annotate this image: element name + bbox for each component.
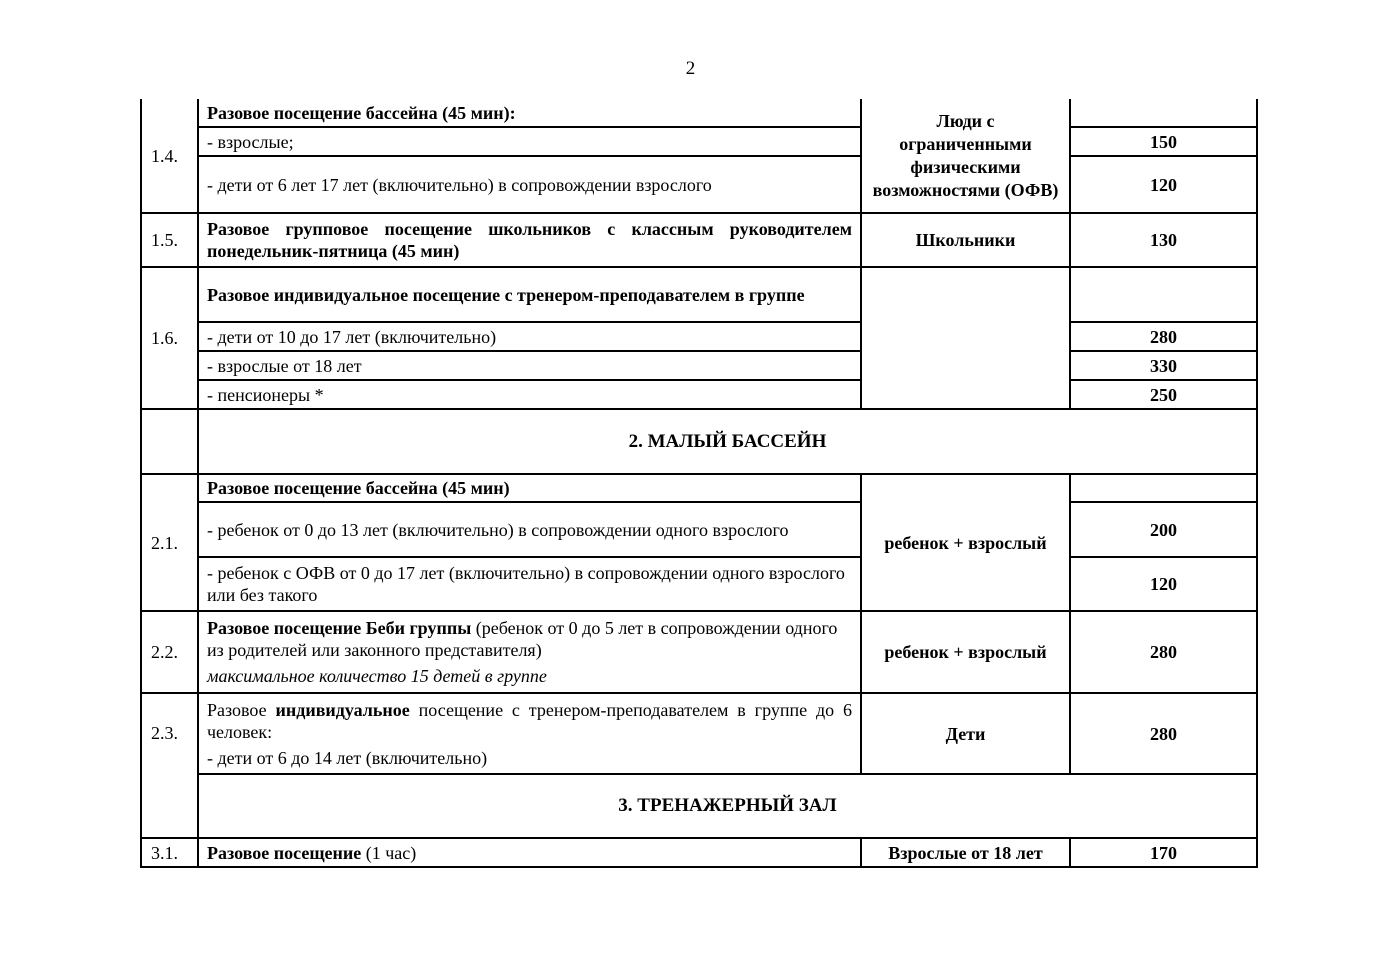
row-category: Школьники [861, 213, 1070, 267]
row-title: Разовое посещение бассейна (45 мин) [198, 474, 861, 502]
section-heading: 2. МАЛЫЙ БАССЕЙН [198, 409, 1257, 474]
row-item: - дети от 10 до 17 лет (включительно) [198, 322, 861, 351]
price-value: 280 [1070, 611, 1257, 693]
row-category: ребенок + взрослый [861, 474, 1070, 611]
row-title [198, 838, 861, 867]
row-title-bold: Разовое посещение [207, 842, 362, 863]
price-value: 200 [1070, 502, 1257, 557]
row-item: - взрослые; [198, 127, 861, 156]
table-row [141, 502, 1257, 557]
row-title-bold: индивидуальное [275, 699, 410, 720]
row-item: - ребенок с ОФВ от 0 до 17 лет (включительно) в сопровождении одного взрослого или без такого [198, 557, 861, 611]
price-value: 280 [1070, 693, 1257, 774]
row-number: 2.2. [141, 611, 198, 693]
row-item: - ребенок от 0 до 13 лет (включительно) в сопровождении одного взрослого [198, 502, 861, 557]
row-number: 1.5. [141, 213, 198, 267]
row-item: - дети от 6 лет 17 лет (включительно) в сопровождении взрослого [198, 156, 861, 213]
table-row [141, 380, 1257, 409]
price-value: 120 [1070, 557, 1257, 611]
table-row [141, 127, 1257, 156]
row-category-empty [861, 267, 1070, 409]
price-cell-empty [1070, 99, 1257, 127]
row-title: Разовое посещение бассейна (45 мин): [198, 99, 861, 127]
table-row [141, 693, 1257, 774]
table-row [141, 774, 1257, 838]
price-cell-empty [1070, 474, 1257, 502]
row-item: - дети от 6 до 14 лет (включительно) [207, 747, 488, 768]
row-number: 1.4. [141, 99, 198, 213]
table-row [141, 611, 1257, 693]
table-row [141, 99, 1257, 127]
price-cell-empty [1070, 267, 1257, 322]
price-value: 130 [1070, 213, 1257, 267]
table-row [141, 156, 1257, 213]
row-title: Разовое групповое посещение школьников с классным руководителем понедельник-пятница (45 мин) [198, 213, 861, 267]
table-row [141, 213, 1257, 267]
row-title [198, 611, 861, 693]
row-number: 1.6. [141, 267, 198, 409]
row-number-empty [141, 409, 198, 474]
table-row [141, 557, 1257, 611]
table-row [141, 351, 1257, 380]
section-heading: 3. ТРЕНАЖЕРНЫЙ ЗАЛ [198, 774, 1257, 838]
row-note: максимальное количество 15 детей в группе [207, 666, 547, 686]
row-title-rest: (1 час) [361, 842, 417, 863]
table-row [141, 474, 1257, 502]
price-value: 170 [1070, 838, 1257, 867]
row-category: Взрослые от 18 лет [861, 838, 1070, 867]
row-item: - пенсионеры * [198, 380, 861, 409]
page-number: 2 [685, 58, 696, 79]
row-title-rest: (ребенок от 0 до 5 лет в сопровождении одного из родителей или законного представителя) [207, 618, 838, 660]
row-number: 2.1. [141, 474, 198, 611]
table-row [141, 322, 1257, 351]
price-value: 250 [1070, 380, 1257, 409]
price-value: 280 [1070, 322, 1257, 351]
row-category: Дети [861, 693, 1070, 774]
row-item: - взрослые от 18 лет [198, 351, 861, 380]
price-table [140, 99, 1258, 868]
row-title-b: посещение с тренером-преподавателем в группе до 6 человек: [207, 699, 852, 742]
row-title [198, 693, 861, 774]
row-title-a: Разовое [207, 699, 276, 720]
row-title-bold: Разовое посещение Беби группы [207, 618, 472, 638]
table-row [141, 409, 1257, 474]
row-category: ребенок + взрослый [861, 611, 1070, 693]
price-value: 120 [1070, 156, 1257, 213]
table-row [141, 267, 1257, 322]
row-number: 3.1. [141, 838, 198, 867]
row-number: 2.3. [141, 693, 198, 838]
price-value: 330 [1070, 351, 1257, 380]
row-category: Люди с ограниченными физическими возможностями (ОФВ) [861, 99, 1070, 213]
table-row [141, 838, 1257, 867]
row-title: Разовое индивидуальное посещение с тренером-преподавателем в группе [198, 267, 861, 322]
price-value: 150 [1070, 127, 1257, 156]
